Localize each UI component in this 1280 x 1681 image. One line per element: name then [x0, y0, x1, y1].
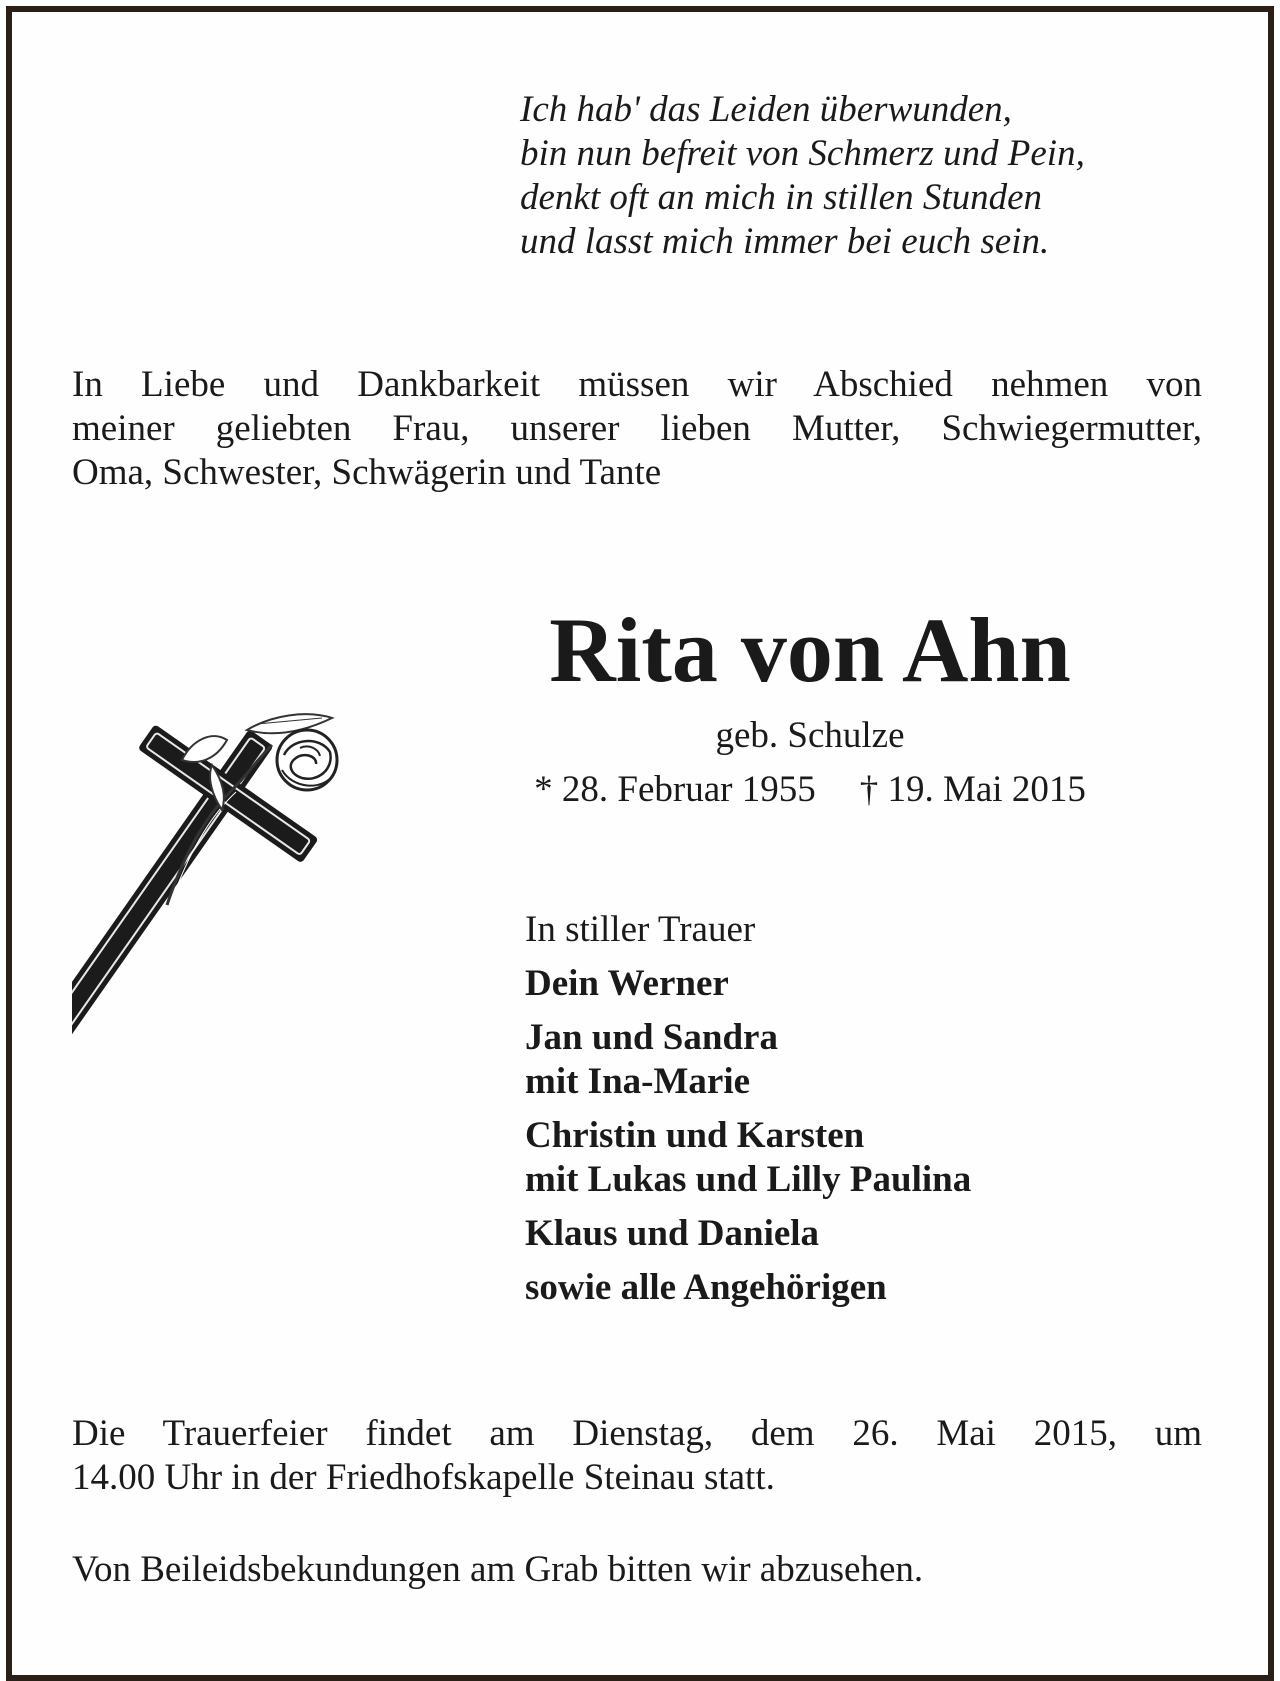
death-date: † 19. Mai 2015	[859, 769, 1086, 810]
service-info	[72, 1412, 1202, 1500]
mourner-line: Jan und Sandra	[525, 1017, 778, 1058]
service-line: 14.00 Uhr in der Friedhofskapelle Steinau statt.	[72, 1457, 775, 1498]
mourner-group	[525, 962, 971, 1006]
intro-line: Oma, Schwester, Schwägerin und Tante	[72, 452, 662, 493]
service-line: Die Trauerfeier findet am Dienstag, dem 26. Mai 2015, um	[72, 1413, 1202, 1454]
poem-line: Ich hab' das Leiden überwunden,	[520, 89, 1012, 130]
mourner-line: sowie alle Angehörigen	[525, 1267, 887, 1308]
mourners-lead: In stiller Trauer	[525, 909, 756, 950]
birth-date: * 28. Februar 1955	[534, 769, 816, 810]
mourner-line: Klaus und Daniela	[525, 1213, 820, 1254]
mourner-line: Dein Werner	[525, 963, 729, 1004]
mourner-group	[525, 1114, 971, 1202]
cross-with-rose-icon	[72, 700, 472, 1040]
poem-line: und lasst mich immer bei euch sein.	[520, 221, 1050, 262]
mourners	[525, 908, 971, 1320]
mourner-line: mit Ina-Marie	[525, 1061, 751, 1102]
poem-line: denkt oft an mich in stillen Stunden	[520, 177, 1043, 218]
intro-line: In Liebe und Dankbarkeit müssen wir Abschied nehmen von	[72, 364, 1202, 405]
condolence-note: Von Beileidsbekundungen am Grab bitten wir abzusehen.	[72, 1549, 924, 1590]
mourner-line: mit Lukas und Lilly Paulina	[525, 1159, 972, 1200]
mourner-group	[525, 1266, 971, 1310]
intro-line: meiner geliebten Frau, unserer lieben Mutter, Schwiegermutter,	[72, 408, 1202, 449]
life-dates	[460, 768, 1160, 812]
mourner-group	[525, 1016, 971, 1104]
poem	[520, 88, 1085, 264]
intro-text	[72, 363, 1202, 495]
poem-line: bin nun befreit von Schmerz und Pein,	[520, 133, 1085, 174]
mourner-group	[525, 1212, 971, 1256]
maiden-name: geb. Schulze	[715, 715, 905, 756]
deceased-name: Rita von Ahn	[549, 599, 1071, 701]
mourner-line: Christin und Karsten	[525, 1115, 865, 1156]
